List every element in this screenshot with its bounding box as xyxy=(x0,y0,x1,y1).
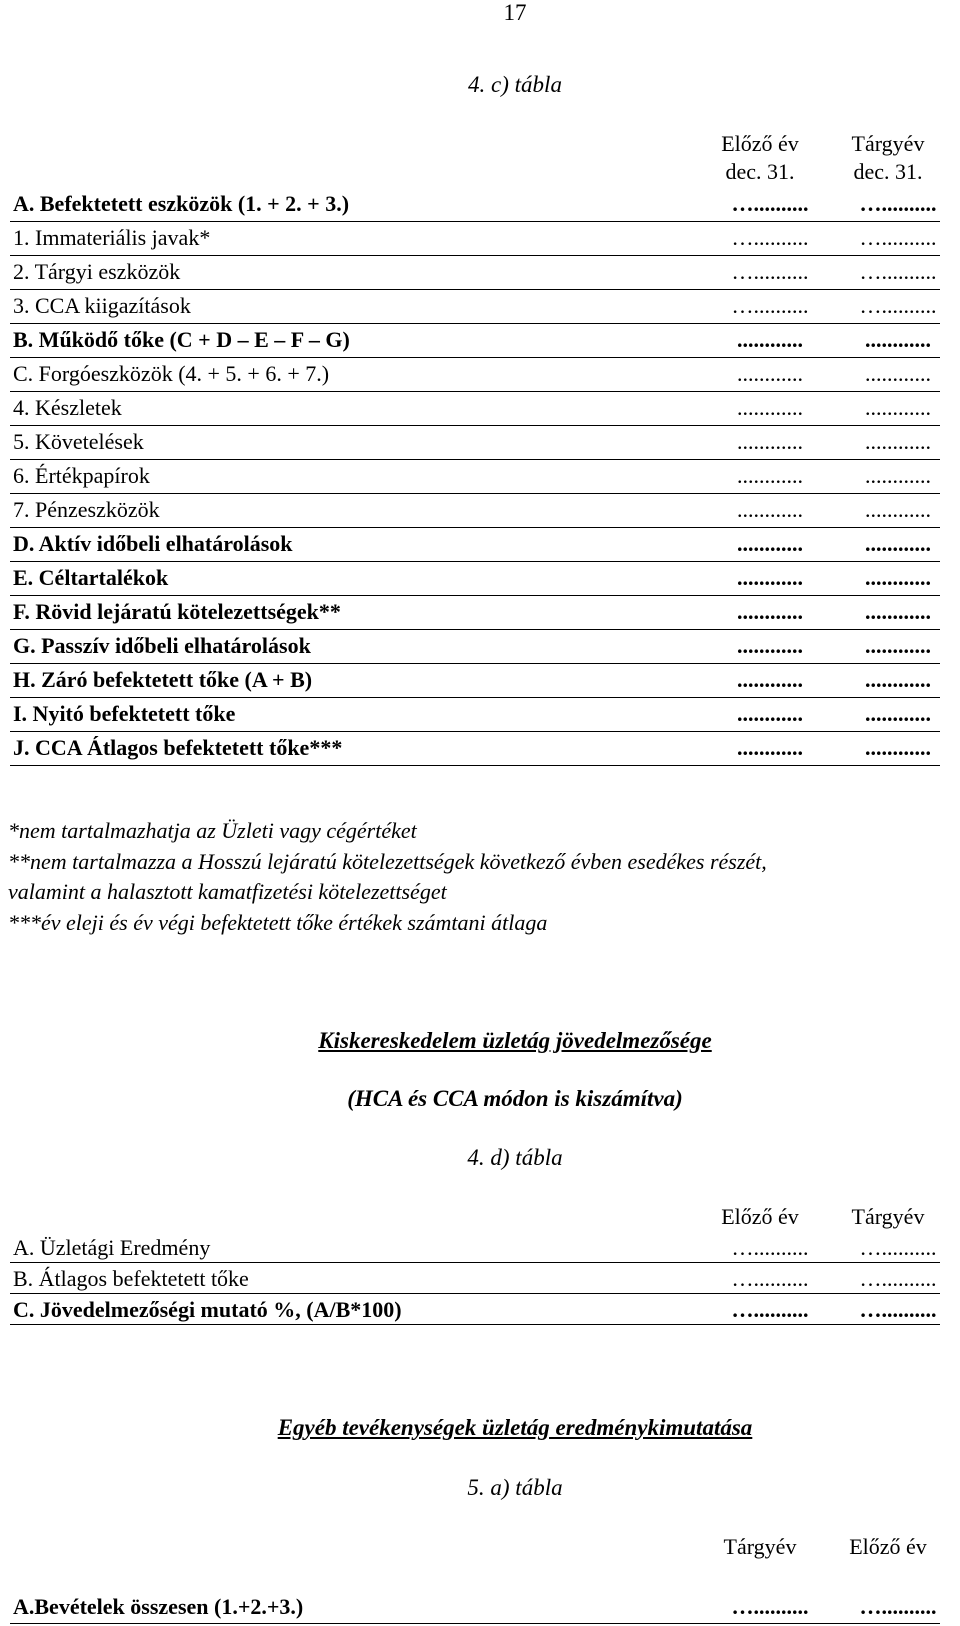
row-value-col1: ….......... xyxy=(731,259,809,284)
footnote-3: valamint a halasztott kamatfizetési kötelezettséget xyxy=(8,879,447,904)
row-value-col2: ….......... xyxy=(859,1297,937,1322)
row-value-col2: ............ xyxy=(865,463,931,488)
table-4d-title: 4. d) tábla xyxy=(467,1145,563,1170)
row-value-col2: ............ xyxy=(865,599,931,624)
table-4c-title: 4. c) tábla xyxy=(468,72,562,97)
col2-header-line1: Tárgyév xyxy=(851,131,925,156)
table-row xyxy=(10,222,940,256)
row-value-col2: ….......... xyxy=(859,191,937,216)
row-value-col1: ............ xyxy=(737,361,803,386)
row-label: 4. Készletek xyxy=(13,395,122,420)
row-value-col1: ….......... xyxy=(731,1297,809,1322)
table-row xyxy=(10,596,940,630)
table-5a-col2-header: Előző év xyxy=(849,1534,927,1559)
row-value-col1: ............ xyxy=(737,599,803,624)
row-label: D. Aktív időbeli elhatárolások xyxy=(13,531,293,556)
row-label: 5. Követelések xyxy=(13,429,144,454)
row-value-col2: ….......... xyxy=(859,259,937,284)
table-row xyxy=(10,188,940,222)
row-value-col2: ............ xyxy=(865,361,931,386)
row-value-col2: ............ xyxy=(865,395,931,420)
row-value-col2: ............ xyxy=(865,735,931,760)
table-row xyxy=(10,630,940,664)
row-value-col2: ............ xyxy=(865,667,931,692)
row-value-col1: ............ xyxy=(737,395,803,420)
row-value-col1: ............ xyxy=(737,497,803,522)
row-label: A. Üzletági Eredmény xyxy=(13,1235,211,1260)
row-label: E. Céltartalékok xyxy=(13,565,169,590)
row-label: I. Nyitó befektetett tőke xyxy=(13,701,236,726)
row-label: B. Átlagos befektetett tőke xyxy=(13,1266,249,1291)
row-label: H. Záró befektetett tőke (A + B) xyxy=(13,667,313,692)
table-row xyxy=(10,290,940,324)
row-label: A. Befektetett eszközök (1. + 2. + 3.) xyxy=(13,191,350,216)
row-label: A.Bevételek összesen (1.+2.+3.) xyxy=(13,1594,304,1619)
row-value-col1: ............ xyxy=(737,667,803,692)
col1-header-line1: Előző év xyxy=(721,131,799,156)
row-value-col1: ............ xyxy=(737,429,803,454)
row-label: 2. Tárgyi eszközök xyxy=(13,259,181,284)
row-value-col1: ….......... xyxy=(731,1235,809,1260)
row-value-col1: ............ xyxy=(737,531,803,556)
row-value-col1: ….......... xyxy=(731,1266,809,1291)
table-row xyxy=(10,1263,940,1294)
row-value-col1: ............ xyxy=(737,701,803,726)
row-value-col2: ….......... xyxy=(859,225,937,250)
section-4d-subheading: (HCA és CCA módon is kiszámítva) xyxy=(347,1086,683,1111)
table-row xyxy=(10,664,940,698)
table-row xyxy=(10,426,940,460)
row-value-col1: ............ xyxy=(737,735,803,760)
row-value-col2: ............ xyxy=(865,531,931,556)
row-label: J. CCA Átlagos befektetett tőke*** xyxy=(13,735,343,760)
footnote-2: **nem tartalmazza a Hosszú lejáratú kötelezettségek következő évben esedékes részét, xyxy=(8,849,767,874)
table-4d-col2-header: Tárgyév xyxy=(851,1204,925,1229)
row-value-col1: ….......... xyxy=(731,225,809,250)
row-label: 1. Immateriális javak* xyxy=(13,225,211,250)
row-label: B. Működő tőke (C + D – E – F – G) xyxy=(13,327,350,352)
table-row xyxy=(10,324,940,358)
row-value-col1: ............ xyxy=(737,565,803,590)
row-value-col2: ............ xyxy=(865,429,931,454)
table-row xyxy=(10,460,940,494)
row-value-col1: ............ xyxy=(737,463,803,488)
row-value-col2: ............ xyxy=(865,565,931,590)
table-4d-col1-header: Előző év xyxy=(721,1204,799,1229)
footnote-1: *nem tartalmazhatja az Üzleti vagy cégértéket xyxy=(8,818,417,843)
table-row xyxy=(10,494,940,528)
row-label: F. Rövid lejáratú kötelezettségek** xyxy=(13,599,341,624)
row-value-col2: ............ xyxy=(865,327,931,352)
row-value-col2: ….......... xyxy=(859,293,937,318)
row-value-col1: ….......... xyxy=(731,1594,809,1619)
row-value-col2: ............ xyxy=(865,497,931,522)
table-4c-col2-header xyxy=(838,130,938,186)
section-4d-heading: Kiskereskedelem üzletág jövedelmezősége xyxy=(318,1028,712,1053)
table-row xyxy=(10,698,940,732)
row-value-col1: ….......... xyxy=(731,293,809,318)
table-4c-col1-header xyxy=(710,130,810,186)
table-row xyxy=(10,358,940,392)
row-value-col2: ….......... xyxy=(859,1594,937,1619)
col1-header-line2: dec. 31. xyxy=(725,159,795,184)
row-value-col2: ….......... xyxy=(859,1235,937,1260)
table-row xyxy=(10,392,940,426)
table-row xyxy=(10,256,940,290)
row-label: C. Forgóeszközök (4. + 5. + 6. + 7.) xyxy=(13,361,330,386)
row-label: 6. Értékpapírok xyxy=(13,463,150,488)
table-row xyxy=(10,1294,940,1325)
section-5a-heading: Egyéb tevékenységek üzletág eredménykimutatása xyxy=(277,1415,753,1440)
table-row xyxy=(10,732,940,766)
row-value-col1: ….......... xyxy=(731,191,809,216)
table-row xyxy=(10,1232,940,1263)
row-value-col2: ............ xyxy=(865,633,931,658)
row-value-col2: ….......... xyxy=(859,1266,937,1291)
row-label: C. Jövedelmezőségi mutató %, (A/B*100) xyxy=(13,1297,402,1322)
row-label: G. Passzív időbeli elhatárolások xyxy=(13,633,311,658)
row-value-col1: ............ xyxy=(737,327,803,352)
col2-header-line2: dec. 31. xyxy=(853,159,923,184)
footnote-4: ***év eleji és év végi befektetett tőke értékek számtani átlaga xyxy=(8,910,548,935)
row-value-col1: ............ xyxy=(737,633,803,658)
row-value-col2: ............ xyxy=(865,701,931,726)
table-5a-title: 5. a) tábla xyxy=(467,1475,563,1500)
table-row xyxy=(10,1591,940,1624)
row-label: 3. CCA kiigazítások xyxy=(13,293,191,318)
table-row xyxy=(10,562,940,596)
table-row xyxy=(10,528,940,562)
table-5a-col1-header: Tárgyév xyxy=(723,1534,797,1559)
row-label: 7. Pénzeszközök xyxy=(13,497,160,522)
page-number: 17 xyxy=(503,0,527,25)
